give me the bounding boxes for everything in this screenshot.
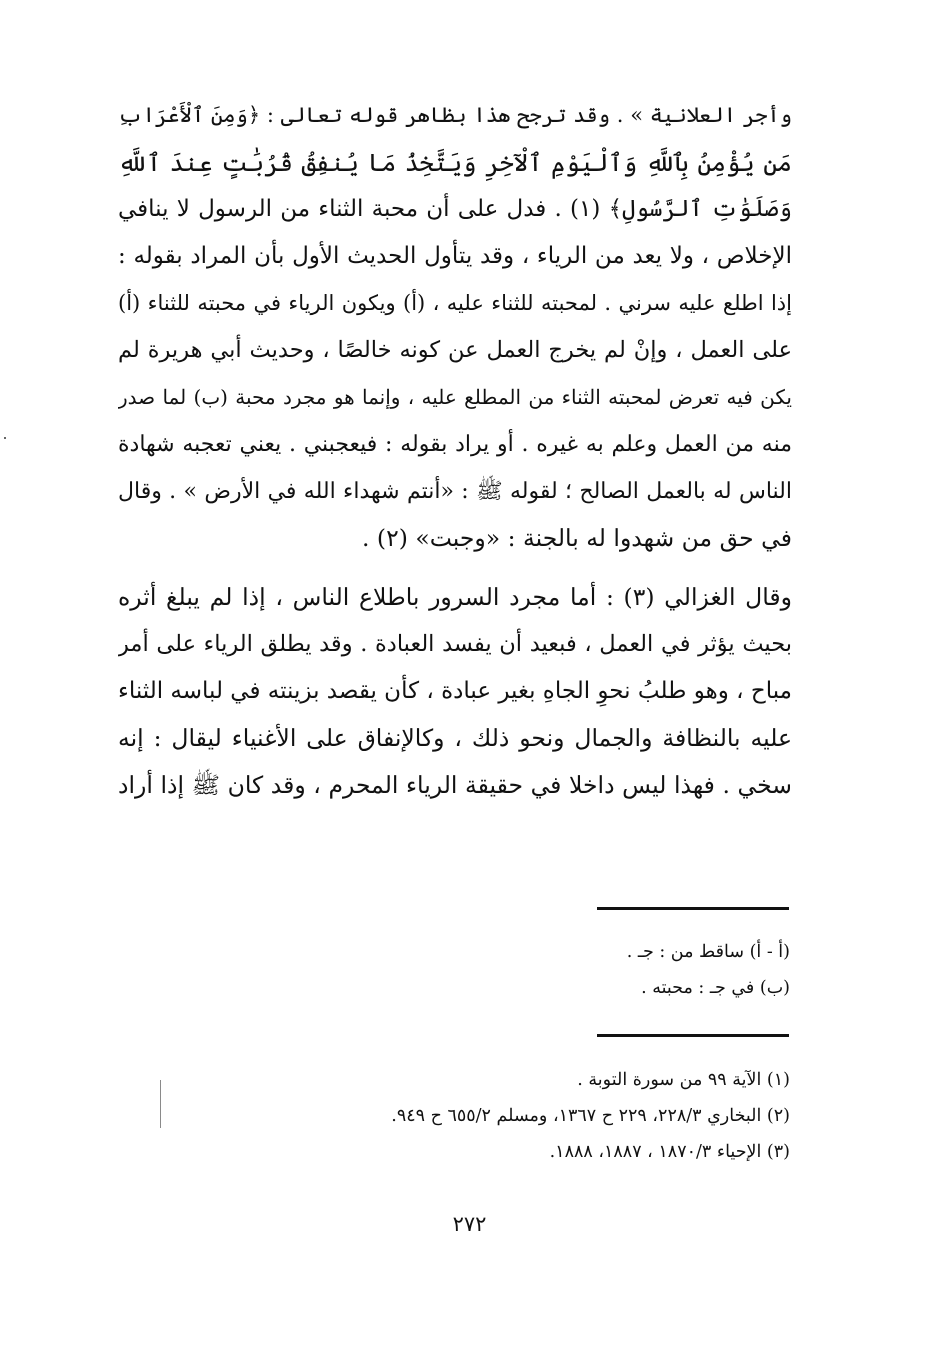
text-line: سخي . فهذا ليس داخلا في حقيقة الرياء المحرم ، وقد كان ﷺ إذا أراد	[118, 771, 792, 799]
text-line: الناس له بالعمل الصالح ؛ لقوله ﷺ : «أنتم شهداء الله في الأرض » . وقال	[118, 479, 792, 504]
footnotes-rule	[597, 1034, 789, 1037]
text-line: مَن يُؤْمِنُ بِٱللَّهِ وَٱلْيَوْمِ ٱلْآخِرِ وَيَتَّخِذُ مَا يُنفِقُ قُرُبَٰتٍ عِندَ ٱللَّهِ	[118, 148, 792, 177]
text-line: في حق من شهدوا له بالجنة : «وجبت» (٢) .	[361, 524, 792, 552]
scan-artifact	[4, 437, 6, 439]
text-line: بحيث يؤثر في العمل ، فبعيد أن يفسد العبادة . وقد يطلق الرياء على أمر	[118, 631, 792, 657]
text-line: منه من العمل وعلم به غيره . أو يراد بقوله : فيعجبني . يعني تعجبه شهادة	[118, 432, 792, 457]
footnotes	[118, 1062, 790, 1170]
paragraph-2	[118, 574, 792, 809]
footnote: (١) الآية ٩٩ من سورة التوبة .	[577, 1070, 790, 1090]
text-line: إذا اطلع عليه سرني . لمحبته للثناء عليه ، (أ) ويكون الرياء في محبته للثناء (أ)	[118, 291, 792, 315]
text-line: وأجر العلانية » . وقد ترجح هذا بظاهر قوله تعالى : ﴿وَمِنَ ٱلْأَعْرَابِ	[118, 103, 792, 127]
footnote: (٢) البخاري ٢٢٨/٣، ٢٢٩ ح ١٣٦٧، ومسلم ٦٥٥/٢ ح ٩٤٩.	[391, 1106, 790, 1126]
main-text	[118, 92, 792, 809]
text-line: وقال الغزالي (٣) : أما مجرد السرور باطلاع الناس ، إذا لم يبلغ أثره	[118, 583, 792, 611]
variant-note: (ب) في جـ : محبته .	[641, 978, 790, 998]
variant-note: (أ - أ) ساقط من : جـ .	[626, 942, 790, 962]
footnote: (٣) الإحياء ١٨٧٠/٣ ، ١٨٨٧، ١٨٨٨.	[549, 1142, 790, 1162]
text-line: مباح ، وهو طلبُ نحوِ الجاهِ بغير عبادة ، كأن يقصد بزينته في لباسه الثناء	[118, 678, 792, 704]
paragraph-gap	[118, 562, 792, 574]
paragraph-1	[118, 92, 792, 562]
variant-notes-rule	[597, 907, 789, 910]
text-line: وَصَلَوَٰتِ ٱلرَّسُولِ﴾ (١) . فدل على أن محبة الثناء من الرسول لا ينافي	[118, 196, 792, 222]
text-line: يكن فيه تعرض لمحبته الثناء من المطلع عليه ، وإنما هو مجرد محبة (ب) لما صدر	[118, 385, 792, 409]
text-line: الإخلاص ، ولا يعد من الرياء ، وقد يتأول الحديث الأول بأن المراد بقوله :	[118, 243, 792, 269]
text-line: عليه بالنظافة والجمال ونحو ذلك ، وكالإنفاق على الأغنياء ليقال : إنه	[118, 724, 792, 752]
page-number: ٢٧٢	[452, 1212, 487, 1236]
scan-artifact	[160, 1080, 161, 1128]
text-line: على العمل ، وإنْ لم يخرج العمل عن كونه خالصًا ، وحديث أبي هريرة لم	[118, 337, 792, 363]
variant-notes	[118, 934, 790, 1006]
